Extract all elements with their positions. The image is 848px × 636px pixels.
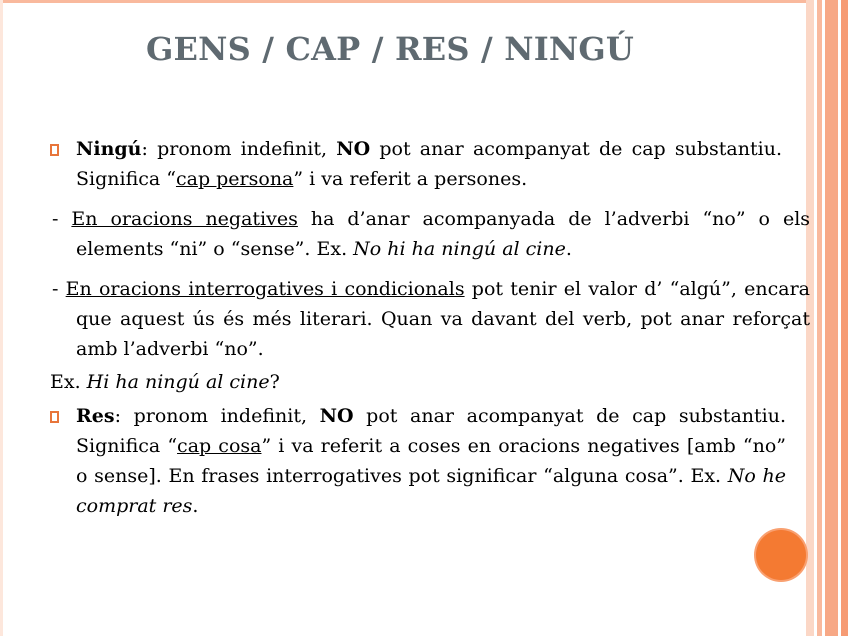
emphasis-no: NO [336, 138, 371, 160]
example: No hi ha ningú al cine [353, 238, 566, 260]
text: : pronom indefinit, [114, 405, 320, 427]
square-bullet-icon [50, 144, 59, 156]
decorative-stripe [825, 0, 838, 636]
text: ” i va referit a coses en oracions negatives [amb “no” o sense]. En frases interrogatives pot significar “alguna cosa”. Ex. [76, 435, 786, 487]
decorative-circle [756, 530, 806, 580]
example: No he comprat res [76, 465, 786, 517]
term-ningu: Ningú [76, 138, 142, 160]
top-border [0, 0, 806, 3]
text: . [565, 238, 572, 260]
underlined-phrase: En oracions negatives [71, 208, 298, 230]
text: ? [269, 371, 280, 393]
underlined-phrase: cap cosa [177, 435, 262, 457]
underlined-phrase: cap persona [175, 168, 294, 190]
paragraph-example [50, 367, 784, 397]
emphasis-no: NO [319, 405, 354, 427]
text: : pronom indefinit, [141, 138, 337, 160]
example: Hi ha ningú al cine [86, 371, 270, 393]
slide-title: GENS / CAP / RES / NINGÚ [146, 30, 634, 68]
text: . [192, 495, 199, 517]
paragraph-interrogatives [52, 274, 810, 364]
paragraph-res [76, 401, 786, 521]
text: ” i va referit a persones. [293, 168, 528, 190]
text: Ex. [50, 371, 87, 393]
decorative-stripe [841, 0, 848, 636]
term-res: Res [76, 405, 115, 427]
text: pot anar acompanyat de cap substantiu. Significa “ [76, 405, 786, 457]
dash: - [52, 278, 66, 300]
square-bullet-icon [50, 411, 59, 423]
text: pot anar acompanyat de cap substantiu. Significa “ [76, 138, 782, 190]
paragraph-ningu [76, 134, 782, 194]
left-border [0, 0, 3, 636]
text: ha d’anar acompanyada de l’adverbi “no” o els elements “ni” o “sense”. Ex. [76, 208, 811, 260]
underlined-phrase: En oracions interrogatives i condicionals [65, 278, 465, 300]
dash: - [52, 208, 72, 230]
paragraph-negatives [52, 204, 810, 264]
text: pot tenir el valor d’ “algú”, encara que aquest ús és més literari. Quan va davant del verb, pot anar reforçat amb l’adverbi “no”. [76, 278, 810, 360]
